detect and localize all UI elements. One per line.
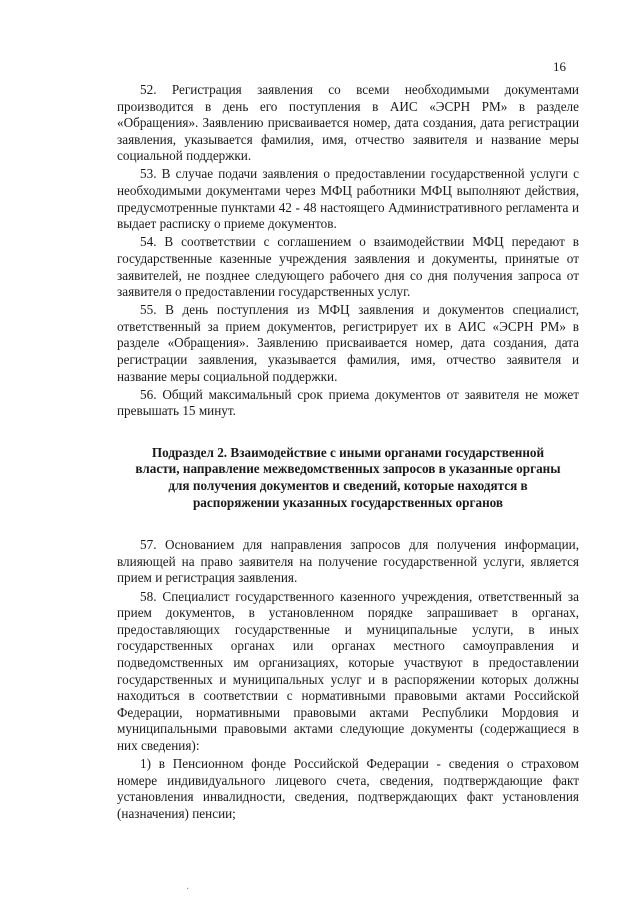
section-heading-line: власти, направление межведомственных запросов в указанные органы [135, 461, 561, 477]
paragraph-52: 52. Регистрация заявления со всеми необходимыми документами производится в день его поступления в АИС «ЭСРН РМ» в разделе «Обращения». Заявлению присваивается номер, дата создания, дата регистрации заявления, указывается фамилия, имя, отчество заявителя и название меры социальной поддержки. [117, 82, 579, 164]
paragraph-58: 58. Специалист государственного казенного учреждения, ответственный за прием документов, в установленном порядке запрашивает в органах, предоставляющих государственные и муниципальные услуги, в иных государственных органах или органах местного самоуправления и подведомственных им организациях, которые участвуют в предоставлении государственных и муниципальных услуг и в распоряжении которых должны находиться в соответствии с нормативными правовыми актами Российской Федерации, нормативными правовыми актами Республики Мордовия и муниципальными правовыми актами следующие документы (содержащиеся в них сведения): [117, 588, 579, 753]
paragraph-53: 53. В случае подачи заявления о предоставлении государственной услуги с необходимыми документами через МФЦ работники МФЦ выполняют действия, предусмотренные пунктами 42 - 48 настоящего Административного регламента и выдает расписку о приеме документов. [117, 166, 579, 232]
section-heading-line: Подраздел 2. Взаимодействие с иными органами государственной [151, 444, 545, 460]
scan-mark: · [186, 884, 190, 895]
paragraph-55: 55. В день поступления из МФЦ заявления и документов специалист, ответственный за прием документов, регистрирует их в АИС «ЭСРН РМ» в разделе «Обращения». Заявлению присваивается номер, дата создания, дата регистрации заявления, указывается фамилия, имя, отчество заявителя и название меры социальной поддержки. [117, 302, 579, 384]
paragraph-54: 54. В соответствии с соглашением о взаимодействии МФЦ передают в государственные казенные учреждения заявления и документы, принятые от заявителей, не позднее следующего рабочего дня со дня получения запроса от заявителя о предоставлении государственных услуг. [117, 234, 579, 300]
list-item-1: 1) в Пенсионном фонде Российской Федерации - сведения о страховом номере индивидуального лицевого счета, сведения, подтверждающие факт установления инвалидности, сведения, подтверждающих факт установления (назначения) пенсии; [117, 755, 579, 821]
document-body [117, 82, 579, 824]
section-heading [117, 445, 579, 511]
section-heading-line: распоряжении указанных государственных органов [192, 494, 504, 510]
section-heading-line: для получения документов и сведений, которые находятся в [168, 478, 528, 494]
paragraph-56: 56. Общий максимальный срок приема документов от заявителя не может превышать 15 минут. [117, 386, 579, 419]
paragraph-57: 57. Основанием для направления запросов для получения информации, влияющей на право заявителя на получение государственной услуги, является прием и регистрация заявления. [117, 537, 579, 586]
page-number: 16 [553, 59, 566, 74]
